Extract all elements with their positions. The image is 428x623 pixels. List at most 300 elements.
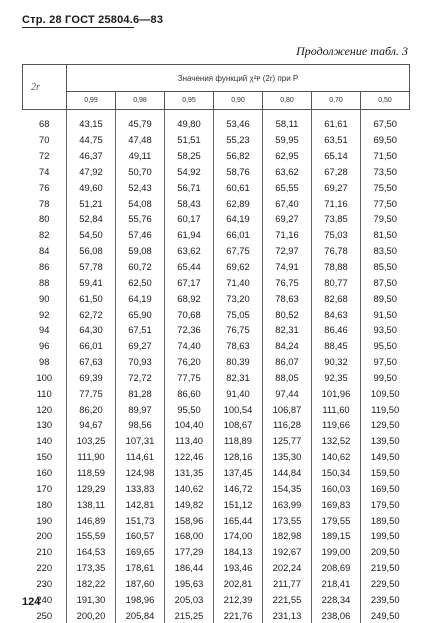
page-number: 124 bbox=[22, 596, 41, 608]
table-cell: 69,27 bbox=[116, 338, 165, 354]
table-cell: 231,13 bbox=[263, 607, 312, 623]
table-cell: 72,72 bbox=[116, 370, 165, 386]
degrees-of-freedom-cell: 94 bbox=[39, 324, 50, 336]
table-cell: 82,68 bbox=[312, 290, 361, 306]
table-cell: 129,50 bbox=[361, 417, 410, 433]
table-cell: 106,87 bbox=[263, 401, 312, 417]
degrees-of-freedom-cell: 210 bbox=[36, 546, 53, 558]
table-cell: 62,50 bbox=[116, 274, 165, 290]
table-cell: 182,22 bbox=[67, 575, 116, 591]
table-row bbox=[23, 417, 410, 433]
table-cell: 60,72 bbox=[116, 259, 165, 275]
degrees-of-freedom-cell: 78 bbox=[39, 197, 50, 209]
table-cell: 67,63 bbox=[67, 354, 116, 370]
table-cell: 97,50 bbox=[361, 354, 410, 370]
table-cell: 151,73 bbox=[116, 512, 165, 528]
p-value-header: 0,95 bbox=[165, 92, 214, 110]
table-row bbox=[23, 370, 410, 386]
table-row bbox=[23, 338, 410, 354]
table-cell: 77,50 bbox=[361, 195, 410, 211]
table-cell: 65,90 bbox=[116, 306, 165, 322]
table-cell: 78,63 bbox=[214, 338, 263, 354]
table-cell: 67,28 bbox=[312, 164, 361, 180]
table-cell: 155,59 bbox=[67, 528, 116, 544]
table-cell: 71,40 bbox=[214, 274, 263, 290]
table-cell: 149,82 bbox=[165, 496, 214, 512]
table-cell: 184,13 bbox=[214, 544, 263, 560]
table-cell: 88,45 bbox=[312, 338, 361, 354]
table-cell: 57,46 bbox=[116, 227, 165, 243]
table-row bbox=[23, 449, 410, 465]
table-row bbox=[23, 259, 410, 275]
table-cell: 60,17 bbox=[165, 211, 214, 227]
table-cell: 154,35 bbox=[263, 480, 312, 496]
table-cell: 55,23 bbox=[214, 132, 263, 148]
table-cell: 76,20 bbox=[165, 354, 214, 370]
table-cell: 92,35 bbox=[312, 370, 361, 386]
degrees-of-freedom-cell: 220 bbox=[36, 562, 53, 574]
table-cell: 77,75 bbox=[67, 385, 116, 401]
table-cell: 71,16 bbox=[263, 227, 312, 243]
table-cell: 51,51 bbox=[165, 132, 214, 148]
table-cell: 60,61 bbox=[214, 179, 263, 195]
table-row bbox=[23, 480, 410, 496]
degrees-of-freedom-cell: 88 bbox=[39, 276, 50, 288]
table-cell: 80,77 bbox=[312, 274, 361, 290]
table-cell: 165,44 bbox=[214, 512, 263, 528]
table-cell: 56,82 bbox=[214, 148, 263, 164]
table-cell: 66,01 bbox=[214, 227, 263, 243]
table-cell: 98,56 bbox=[116, 417, 165, 433]
table-cell: 59,95 bbox=[263, 132, 312, 148]
table-cell: 61,50 bbox=[67, 290, 116, 306]
table-cell: 149,50 bbox=[361, 449, 410, 465]
table-cell: 44,75 bbox=[67, 132, 116, 148]
table-cell: 142,81 bbox=[116, 496, 165, 512]
probability-header-row bbox=[23, 92, 410, 110]
degrees-of-freedom-cell: 190 bbox=[36, 514, 53, 526]
table-cell: 84,63 bbox=[312, 306, 361, 322]
table-cell: 195,63 bbox=[165, 575, 214, 591]
table-row bbox=[23, 591, 410, 607]
table-cell: 63,62 bbox=[263, 164, 312, 180]
table-cell: 65,55 bbox=[263, 179, 312, 195]
table-cell: 58,76 bbox=[214, 164, 263, 180]
degrees-of-freedom-cell: 96 bbox=[39, 340, 50, 352]
table-row bbox=[23, 164, 410, 180]
table-row bbox=[23, 274, 410, 290]
table-cell: 140,62 bbox=[165, 480, 214, 496]
degrees-of-freedom-cell: 160 bbox=[36, 466, 53, 478]
table-cell: 87,50 bbox=[361, 274, 410, 290]
p-value-header: 0,80 bbox=[263, 92, 312, 110]
table-cell: 111,90 bbox=[67, 449, 116, 465]
table-cell: 108,67 bbox=[214, 417, 263, 433]
table-row bbox=[23, 243, 410, 259]
table-cell: 67,51 bbox=[116, 322, 165, 338]
table-row bbox=[23, 560, 410, 576]
table-cell: 67,50 bbox=[361, 110, 410, 132]
degrees-of-freedom-cell: 82 bbox=[39, 229, 50, 241]
p-value-header: 0,90 bbox=[214, 92, 263, 110]
table-cell: 52,43 bbox=[116, 179, 165, 195]
table-cell: 58,43 bbox=[165, 195, 214, 211]
table-cell: 59,08 bbox=[116, 243, 165, 259]
table-cell: 57,78 bbox=[67, 259, 116, 275]
degrees-of-freedom-cell: 110 bbox=[36, 387, 52, 399]
table-cell: 179,55 bbox=[312, 512, 361, 528]
table-cell: 86,60 bbox=[165, 385, 214, 401]
table-cell: 150,34 bbox=[312, 465, 361, 481]
table-cell: 89,50 bbox=[361, 290, 410, 306]
degrees-of-freedom-cell: 120 bbox=[36, 403, 53, 415]
table-cell: 76,78 bbox=[312, 243, 361, 259]
degrees-of-freedom-cell: 180 bbox=[36, 498, 53, 510]
table-cell: 169,83 bbox=[312, 496, 361, 512]
table-cell: 53,46 bbox=[214, 110, 263, 132]
table-row bbox=[23, 110, 410, 132]
table-cell: 47,92 bbox=[67, 164, 116, 180]
table-cell: 85,50 bbox=[361, 259, 410, 275]
table-cell: 71,16 bbox=[312, 195, 361, 211]
table-cell: 93,50 bbox=[361, 322, 410, 338]
table-cell: 119,50 bbox=[361, 401, 410, 417]
table-cell: 75,50 bbox=[361, 179, 410, 195]
chi-square-table-container bbox=[22, 64, 410, 623]
table-cell: 132,52 bbox=[312, 433, 361, 449]
degrees-of-freedom-cell: 200 bbox=[36, 530, 53, 542]
table-cell: 74,40 bbox=[165, 338, 214, 354]
table-cell: 229,50 bbox=[361, 575, 410, 591]
table-row bbox=[23, 528, 410, 544]
table-row bbox=[23, 512, 410, 528]
table-cell: 67,40 bbox=[263, 195, 312, 211]
header-underline bbox=[22, 27, 134, 28]
table-cell: 61,61 bbox=[312, 110, 361, 132]
table-cell: 80,52 bbox=[263, 306, 312, 322]
table-cell: 199,00 bbox=[312, 544, 361, 560]
table-cell: 66,01 bbox=[67, 338, 116, 354]
table-row bbox=[23, 354, 410, 370]
table-cell: 179,50 bbox=[361, 496, 410, 512]
table-cell: 56,08 bbox=[67, 243, 116, 259]
table-cell: 191,30 bbox=[67, 591, 116, 607]
table-row bbox=[23, 575, 410, 591]
degrees-of-freedom-cell: 90 bbox=[39, 292, 50, 304]
table-cell: 104,40 bbox=[165, 417, 214, 433]
table-cell: 80,39 bbox=[214, 354, 263, 370]
table-cell: 62,95 bbox=[263, 148, 312, 164]
table-cell: 58,25 bbox=[165, 148, 214, 164]
table-cell: 65,14 bbox=[312, 148, 361, 164]
degrees-of-freedom-cell: 76 bbox=[39, 181, 50, 193]
table-cell: 97,44 bbox=[263, 385, 312, 401]
table-cell: 205,03 bbox=[165, 591, 214, 607]
table-continuation-label: Продолжение табл. 3 bbox=[296, 44, 408, 58]
degrees-of-freedom-cell: 84 bbox=[39, 245, 50, 257]
table-cell: 76,75 bbox=[263, 274, 312, 290]
table-row bbox=[23, 607, 410, 623]
table-cell: 99,50 bbox=[361, 370, 410, 386]
table-cell: 198,96 bbox=[116, 591, 165, 607]
table-cell: 164,53 bbox=[67, 544, 116, 560]
table-cell: 114,61 bbox=[116, 449, 165, 465]
table-cell: 212,39 bbox=[214, 591, 263, 607]
table-cell: 65,44 bbox=[165, 259, 214, 275]
table-row bbox=[23, 496, 410, 512]
table-cell: 107,31 bbox=[116, 433, 165, 449]
table-cell: 100,54 bbox=[214, 401, 263, 417]
table-cell: 111,60 bbox=[312, 401, 361, 417]
table-cell: 55,76 bbox=[116, 211, 165, 227]
table-cell: 59,41 bbox=[67, 274, 116, 290]
table-cell: 139,50 bbox=[361, 433, 410, 449]
degrees-of-freedom-cell: 240 bbox=[36, 593, 53, 605]
table-row bbox=[23, 433, 410, 449]
table-cell: 177,29 bbox=[165, 544, 214, 560]
table-cell: 54,92 bbox=[165, 164, 214, 180]
table-cell: 77,75 bbox=[165, 370, 214, 386]
degrees-of-freedom-cell: 92 bbox=[39, 308, 50, 320]
table-row bbox=[23, 195, 410, 211]
table-cell: 182,98 bbox=[263, 528, 312, 544]
table-row bbox=[23, 227, 410, 243]
table-cell: 140,62 bbox=[312, 449, 361, 465]
degrees-of-freedom-cell: 130 bbox=[36, 419, 53, 431]
table-cell: 113,40 bbox=[165, 433, 214, 449]
degrees-of-freedom-cell: 74 bbox=[39, 165, 50, 177]
row-header-2r: 2r bbox=[23, 65, 67, 110]
table-cell: 63,62 bbox=[165, 243, 214, 259]
document-header: Стр. 28 ГОСТ 25804.6—83 bbox=[22, 14, 164, 26]
p-value-header: 0,98 bbox=[116, 92, 165, 110]
table-cell: 69,62 bbox=[214, 259, 263, 275]
degrees-of-freedom-cell: 72 bbox=[39, 150, 50, 162]
table-cell: 70,68 bbox=[165, 306, 214, 322]
table-cell: 202,24 bbox=[263, 560, 312, 576]
table-cell: 63,51 bbox=[312, 132, 361, 148]
table-cell: 49,80 bbox=[165, 110, 214, 132]
table-cell: 101,96 bbox=[312, 385, 361, 401]
table-row bbox=[23, 132, 410, 148]
table-cell: 83,50 bbox=[361, 243, 410, 259]
table-cell: 64,19 bbox=[116, 290, 165, 306]
table-cell: 71,50 bbox=[361, 148, 410, 164]
table-cell: 73,20 bbox=[214, 290, 263, 306]
table-cell: 119,66 bbox=[312, 417, 361, 433]
table-cell: 131,35 bbox=[165, 465, 214, 481]
table-cell: 221,55 bbox=[263, 591, 312, 607]
table-cell: 70,93 bbox=[116, 354, 165, 370]
table-cell: 192,67 bbox=[263, 544, 312, 560]
table-cell: 122,46 bbox=[165, 449, 214, 465]
table-cell: 174,00 bbox=[214, 528, 263, 544]
table-cell: 118,59 bbox=[67, 465, 116, 481]
table-cell: 146,89 bbox=[67, 512, 116, 528]
table-cell: 69,27 bbox=[312, 179, 361, 195]
table-cell: 95,50 bbox=[361, 338, 410, 354]
table-cell: 54,08 bbox=[116, 195, 165, 211]
table-cell: 62,89 bbox=[214, 195, 263, 211]
table-cell: 64,30 bbox=[67, 322, 116, 338]
table-row bbox=[23, 211, 410, 227]
p-value-header: 0,70 bbox=[312, 92, 361, 110]
table-cell: 73,85 bbox=[312, 211, 361, 227]
degrees-of-freedom-cell: 230 bbox=[36, 577, 53, 589]
table-cell: 135,30 bbox=[263, 449, 312, 465]
table-cell: 50,70 bbox=[116, 164, 165, 180]
table-cell: 200,20 bbox=[67, 607, 116, 623]
table-cell: 49,60 bbox=[67, 179, 116, 195]
table-cell: 73,50 bbox=[361, 164, 410, 180]
table-cell: 208,69 bbox=[312, 560, 361, 576]
table-cell: 202,81 bbox=[214, 575, 263, 591]
table-cell: 221,76 bbox=[214, 607, 263, 623]
table-cell: 69,39 bbox=[67, 370, 116, 386]
table-row bbox=[23, 179, 410, 195]
table-cell: 215,25 bbox=[165, 607, 214, 623]
table-cell: 74,91 bbox=[263, 259, 312, 275]
table-cell: 51,21 bbox=[67, 195, 116, 211]
table-cell: 78,88 bbox=[312, 259, 361, 275]
table-cell: 118,89 bbox=[214, 433, 263, 449]
table-cell: 186,44 bbox=[165, 560, 214, 576]
table-cell: 46,37 bbox=[67, 148, 116, 164]
table-cell: 45,79 bbox=[116, 110, 165, 132]
table-cell: 68,92 bbox=[165, 290, 214, 306]
table-cell: 116,28 bbox=[263, 417, 312, 433]
table-cell: 205,84 bbox=[116, 607, 165, 623]
table-cell: 61,94 bbox=[165, 227, 214, 243]
table-cell: 209,50 bbox=[361, 544, 410, 560]
table-cell: 124,98 bbox=[116, 465, 165, 481]
table-cell: 58,11 bbox=[263, 110, 312, 132]
table-cell: 169,50 bbox=[361, 480, 410, 496]
table-cell: 138,11 bbox=[67, 496, 116, 512]
table-cell: 103,25 bbox=[67, 433, 116, 449]
table-cell: 81,28 bbox=[116, 385, 165, 401]
table-cell: 86,07 bbox=[263, 354, 312, 370]
table-row bbox=[23, 385, 410, 401]
table-cell: 47,48 bbox=[116, 132, 165, 148]
table-cell: 69,50 bbox=[361, 132, 410, 148]
table-cell: 67,75 bbox=[214, 243, 263, 259]
chi-square-table bbox=[22, 64, 410, 623]
table-row bbox=[23, 306, 410, 322]
table-cell: 79,50 bbox=[361, 211, 410, 227]
table-cell: 228,34 bbox=[312, 591, 361, 607]
p-value-header: 0,50 bbox=[361, 92, 410, 110]
table-cell: 219,50 bbox=[361, 560, 410, 576]
table-cell: 69,27 bbox=[263, 211, 312, 227]
table-cell: 64,19 bbox=[214, 211, 263, 227]
table-cell: 169,65 bbox=[116, 544, 165, 560]
table-cell: 52,84 bbox=[67, 211, 116, 227]
table-cell: 82,31 bbox=[214, 370, 263, 386]
table-cell: 86,46 bbox=[312, 322, 361, 338]
table-body bbox=[23, 110, 410, 623]
table-cell: 128,16 bbox=[214, 449, 263, 465]
table-cell: 82,31 bbox=[263, 322, 312, 338]
p-value-header: 0,99 bbox=[67, 92, 116, 110]
table-cell: 137,45 bbox=[214, 465, 263, 481]
table-cell: 193,46 bbox=[214, 560, 263, 576]
table-cell: 218,41 bbox=[312, 575, 361, 591]
table-cell: 189,15 bbox=[312, 528, 361, 544]
table-cell: 238,06 bbox=[312, 607, 361, 623]
table-cell: 173,55 bbox=[263, 512, 312, 528]
table-cell: 94,67 bbox=[67, 417, 116, 433]
degrees-of-freedom-cell: 70 bbox=[39, 134, 50, 146]
table-cell: 67,17 bbox=[165, 274, 214, 290]
table-cell: 211,77 bbox=[263, 575, 312, 591]
table-cell: 146,72 bbox=[214, 480, 263, 496]
table-cell: 72,97 bbox=[263, 243, 312, 259]
table-cell: 75,03 bbox=[312, 227, 361, 243]
degrees-of-freedom-cell: 68 bbox=[39, 118, 50, 130]
degrees-of-freedom-cell: 98 bbox=[39, 356, 50, 368]
table-cell: 168,00 bbox=[165, 528, 214, 544]
table-cell: 129,29 bbox=[67, 480, 116, 496]
table-row bbox=[23, 322, 410, 338]
table-cell: 158,96 bbox=[165, 512, 214, 528]
table-cell: 72,36 bbox=[165, 322, 214, 338]
table-cell: 178,61 bbox=[116, 560, 165, 576]
table-cell: 187,60 bbox=[116, 575, 165, 591]
table-cell: 86,20 bbox=[67, 401, 116, 417]
table-cell: 90,32 bbox=[312, 354, 361, 370]
table-cell: 189,50 bbox=[361, 512, 410, 528]
degrees-of-freedom-cell: 150 bbox=[36, 451, 53, 463]
table-cell: 91,50 bbox=[361, 306, 410, 322]
table-cell: 76,75 bbox=[214, 322, 263, 338]
function-header: Значения функций χ²ᴘ (2r) при P bbox=[67, 65, 410, 92]
table-cell: 89,97 bbox=[116, 401, 165, 417]
table-row bbox=[23, 148, 410, 164]
table-cell: 81,50 bbox=[361, 227, 410, 243]
table-cell: 75,05 bbox=[214, 306, 263, 322]
table-row bbox=[23, 290, 410, 306]
table-cell: 159,50 bbox=[361, 465, 410, 481]
table-cell: 43,15 bbox=[67, 110, 116, 132]
table-cell: 62,72 bbox=[67, 306, 116, 322]
table-cell: 88,05 bbox=[263, 370, 312, 386]
degrees-of-freedom-cell: 80 bbox=[39, 213, 50, 225]
table-cell: 160,03 bbox=[312, 480, 361, 496]
table-cell: 144,84 bbox=[263, 465, 312, 481]
table-cell: 173,35 bbox=[67, 560, 116, 576]
table-cell: 163,99 bbox=[263, 496, 312, 512]
table-cell: 199,50 bbox=[361, 528, 410, 544]
degrees-of-freedom-cell: 140 bbox=[36, 435, 53, 447]
table-cell: 54,50 bbox=[67, 227, 116, 243]
table-cell: 160,57 bbox=[116, 528, 165, 544]
table-cell: 78,63 bbox=[263, 290, 312, 306]
table-cell: 91,40 bbox=[214, 385, 263, 401]
table-cell: 56,71 bbox=[165, 179, 214, 195]
table-cell: 239,50 bbox=[361, 591, 410, 607]
table-cell: 151,12 bbox=[214, 496, 263, 512]
table-cell: 249,50 bbox=[361, 607, 410, 623]
table-cell: 125,77 bbox=[263, 433, 312, 449]
table-row bbox=[23, 401, 410, 417]
degrees-of-freedom-cell: 170 bbox=[36, 482, 53, 494]
table-cell: 84,24 bbox=[263, 338, 312, 354]
table-row bbox=[23, 465, 410, 481]
degrees-of-freedom-cell: 100 bbox=[36, 371, 53, 383]
degrees-of-freedom-cell: 86 bbox=[39, 261, 50, 273]
table-row bbox=[23, 544, 410, 560]
